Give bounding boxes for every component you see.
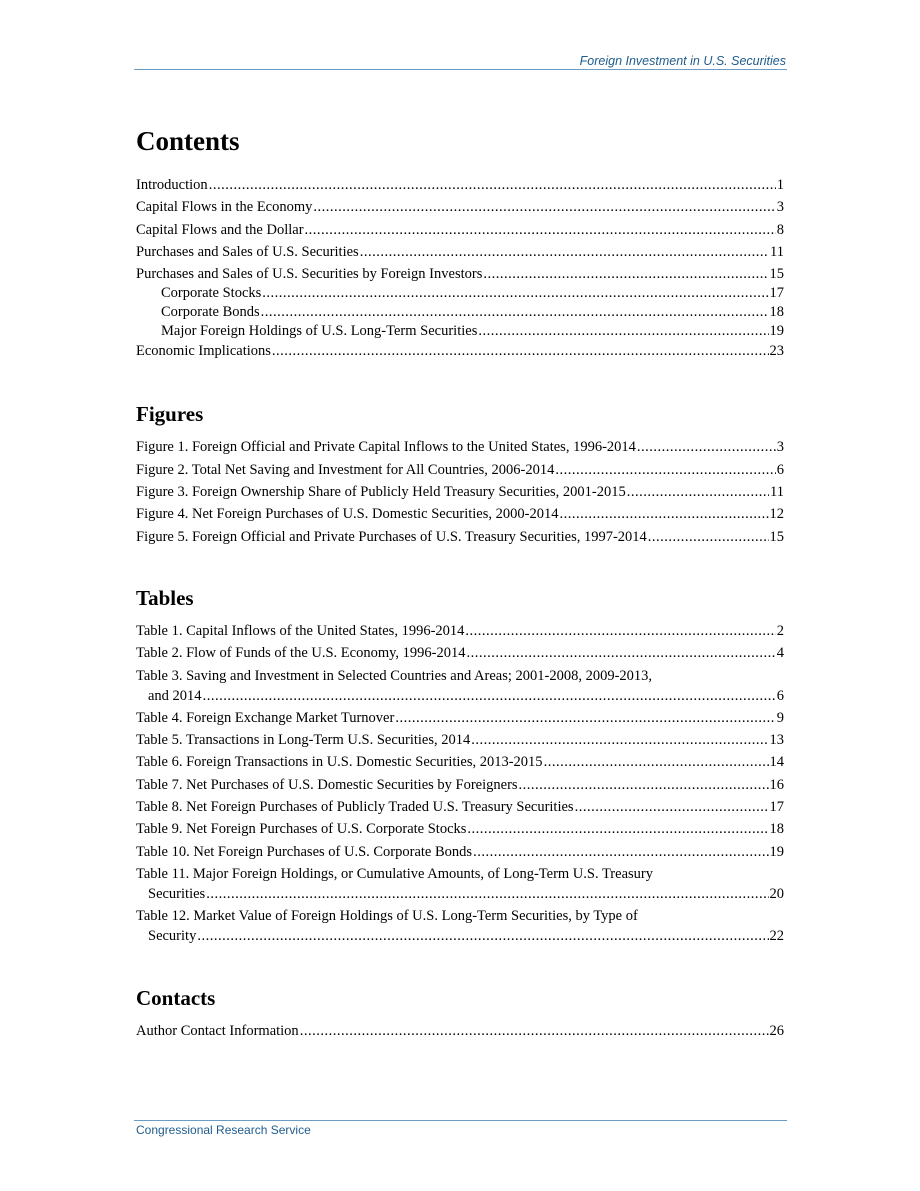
toc-entry-page: 14: [769, 754, 784, 771]
toc-entry-capital-flows-dollar[interactable]: [136, 220, 784, 240]
toc-entry-page: 26: [769, 1022, 784, 1039]
toc-entry-title: Economic Implications: [136, 343, 271, 360]
dot-leader: [360, 242, 769, 262]
toc-entry-title: Major Foreign Holdings of U.S. Long-Term Securities: [161, 323, 478, 340]
toc-entry-page: 9: [776, 709, 784, 726]
dot-leader: [627, 482, 769, 502]
dot-leader: [467, 819, 768, 839]
toc-entry-title: Table 4. Foreign Exchange Market Turnover: [136, 709, 395, 726]
toc-entry-title: Purchases and Sales of U.S. Securities: [136, 243, 359, 260]
table-entry-12[interactable]: [136, 906, 784, 946]
toc-entry-page: 6: [776, 461, 784, 478]
toc-entry-introduction[interactable]: [136, 175, 784, 195]
dot-leader: [478, 322, 768, 341]
toc-entry-page: 8: [776, 221, 784, 238]
toc-entry-page: 11: [770, 484, 784, 501]
table-entry-9[interactable]: [136, 819, 784, 839]
dot-leader: [483, 264, 768, 284]
toc-entry-page: 3: [776, 199, 784, 216]
dot-leader: [465, 621, 775, 641]
toc-entry-title: Security: [148, 928, 197, 945]
contact-entry-author[interactable]: [136, 1021, 784, 1041]
dot-leader: [473, 842, 768, 862]
toc-entry-economic-implications[interactable]: [136, 341, 784, 361]
figure-entry-2[interactable]: [136, 460, 784, 480]
dot-leader: [209, 175, 776, 195]
table-entry-10[interactable]: [136, 842, 784, 862]
dot-leader: [559, 504, 768, 524]
toc-entry-title: Author Contact Information: [136, 1022, 299, 1039]
toc-entry-page: 11: [770, 243, 784, 260]
toc-entry-purchases-sales[interactable]: [136, 242, 784, 262]
contents-heading: Contents: [136, 126, 240, 156]
toc-entry-continuation: [136, 686, 784, 706]
figures-heading: Figures: [136, 402, 204, 427]
toc-entry-continuation: [136, 926, 784, 946]
footer-rule: [134, 1120, 787, 1121]
toc-entry-title: Corporate Bonds: [161, 304, 260, 321]
toc-entry-title: Figure 5. Foreign Official and Private Purchases of U.S. Treasury Securities, 1997-2014: [136, 528, 647, 545]
toc-entry-major-foreign-holdings[interactable]: [136, 322, 784, 341]
toc-entry-page: 19: [769, 323, 784, 340]
table-entry-3[interactable]: [136, 666, 784, 706]
toc-entry-page: 18: [769, 304, 784, 321]
toc-entry-title: Table 8. Net Foreign Purchases of Publicly Traded U.S. Treasury Securities: [136, 799, 574, 816]
toc-entry-page: 16: [769, 776, 784, 793]
dot-leader: [261, 303, 769, 322]
toc-entry-title: Table 7. Net Purchases of U.S. Domestic Securities by Foreigners: [136, 776, 518, 793]
toc-entry-corporate-stocks[interactable]: [136, 284, 784, 303]
toc-entry-page: 13: [769, 732, 784, 749]
toc-entry-title: Figure 4. Net Foreign Purchases of U.S. Domestic Securities, 2000-2014: [136, 506, 559, 523]
section-spacer: [136, 949, 784, 985]
dot-leader: [272, 341, 769, 361]
toc-entry-capital-flows-economy[interactable]: [136, 197, 784, 217]
toc-entry-page: 19: [769, 843, 784, 860]
dot-leader: [467, 643, 776, 663]
tables-heading: Tables: [136, 585, 194, 610]
running-footer: Congressional Research Service: [136, 1123, 311, 1137]
table-entry-8[interactable]: [136, 797, 784, 817]
toc-entry-title-line1: Table 12. Market Value of Foreign Holdings of U.S. Long-Term Securities, by Type of: [136, 908, 638, 925]
toc-entry-title: Corporate Stocks: [161, 285, 262, 302]
dot-leader: [471, 730, 768, 750]
toc-entry-page: 15: [769, 266, 784, 283]
toc-entry-title: Table 1. Capital Inflows of the United States, 1996-2014: [136, 622, 465, 639]
toc-entry-title: Figure 1. Foreign Official and Private Capital Inflows to the United States, 1996-2014: [136, 439, 636, 456]
table-of-contents: [136, 124, 784, 1043]
dot-leader: [519, 775, 769, 795]
table-entry-2[interactable]: [136, 643, 784, 663]
toc-entry-title: Table 6. Foreign Transactions in U.S. Domestic Securities, 2013-2015: [136, 754, 543, 771]
running-header: Foreign Investment in U.S. Securities: [579, 54, 786, 68]
toc-entry-title: Table 5. Transactions in Long-Term U.S. Securities, 2014: [136, 732, 471, 749]
dot-leader: [648, 527, 769, 547]
dot-leader: [544, 752, 769, 772]
toc-entry-title: Securities: [148, 885, 206, 902]
toc-entry-title: Figure 2. Total Net Saving and Investment for All Countries, 2006-2014: [136, 461, 555, 478]
toc-entry-page: 12: [769, 506, 784, 523]
dot-leader: [262, 284, 768, 303]
toc-entry-purchases-sales-foreign[interactable]: [136, 264, 784, 284]
section-spacer: [136, 549, 784, 585]
toc-entry-title: Table 9. Net Foreign Purchases of U.S. Corporate Stocks: [136, 821, 467, 838]
toc-entry-page: 1: [776, 177, 784, 193]
dot-leader: [206, 884, 768, 904]
dot-leader: [575, 797, 769, 817]
table-entry-11[interactable]: [136, 864, 784, 904]
dot-leader: [555, 460, 775, 480]
toc-entry-page: 23: [769, 343, 784, 360]
header-rule: [134, 69, 787, 70]
toc-entry-title: Table 10. Net Foreign Purchases of U.S. Corporate Bonds: [136, 843, 473, 860]
dot-leader: [300, 1021, 769, 1041]
toc-entry-corporate-bonds[interactable]: [136, 303, 784, 322]
toc-entry-page: 20: [769, 885, 784, 902]
section-spacer: [136, 363, 784, 401]
dot-leader: [305, 220, 776, 240]
toc-entry-title-line1: Table 11. Major Foreign Holdings, or Cumulative Amounts, of Long-Term U.S. Treasury: [136, 865, 653, 882]
toc-entry-page: 15: [769, 528, 784, 545]
toc-entry-title: and 2014: [148, 687, 202, 704]
table-entry-1[interactable]: [136, 621, 784, 641]
figure-entry-4[interactable]: [136, 504, 784, 524]
toc-entry-title: Table 2. Flow of Funds of the U.S. Economy, 1996-2014: [136, 645, 466, 662]
toc-entry-page: 2: [776, 622, 784, 639]
toc-entry-page: 6: [776, 687, 784, 704]
toc-entry-page: 3: [776, 439, 784, 456]
table-entry-5[interactable]: [136, 730, 784, 750]
figure-entry-1[interactable]: [136, 437, 784, 457]
toc-entry-page: 22: [769, 928, 784, 945]
toc-entry-title: Purchases and Sales of U.S. Securities by Foreign Investors: [136, 266, 483, 283]
toc-entry-page: 18: [769, 821, 784, 838]
dot-leader: [203, 686, 776, 706]
dot-leader: [395, 708, 775, 728]
table-entry-7[interactable]: [136, 775, 784, 795]
dot-leader: [637, 437, 776, 457]
toc-entry-page: 17: [769, 799, 784, 816]
toc-entry-page: 17: [769, 285, 784, 302]
figure-entry-5[interactable]: [136, 527, 784, 547]
toc-entry-title-line1: Table 3. Saving and Investment in Selected Countries and Areas; 2001-2008, 2009-2013,: [136, 667, 653, 684]
toc-entry-title: Capital Flows and the Dollar: [136, 221, 304, 238]
toc-entry-continuation: [136, 884, 784, 904]
toc-entry-page: 4: [776, 645, 784, 662]
toc-entry-title: Figure 3. Foreign Ownership Share of Publicly Held Treasury Securities, 2001-2015: [136, 484, 626, 501]
toc-entry-title: Capital Flows in the Economy: [136, 199, 313, 216]
table-entry-6[interactable]: [136, 752, 784, 772]
table-entry-4[interactable]: [136, 708, 784, 728]
dot-leader: [313, 197, 775, 217]
toc-entry-title: Introduction: [136, 177, 208, 193]
dot-leader: [197, 926, 768, 946]
contacts-heading: Contacts: [136, 985, 216, 1010]
figure-entry-3[interactable]: [136, 482, 784, 502]
